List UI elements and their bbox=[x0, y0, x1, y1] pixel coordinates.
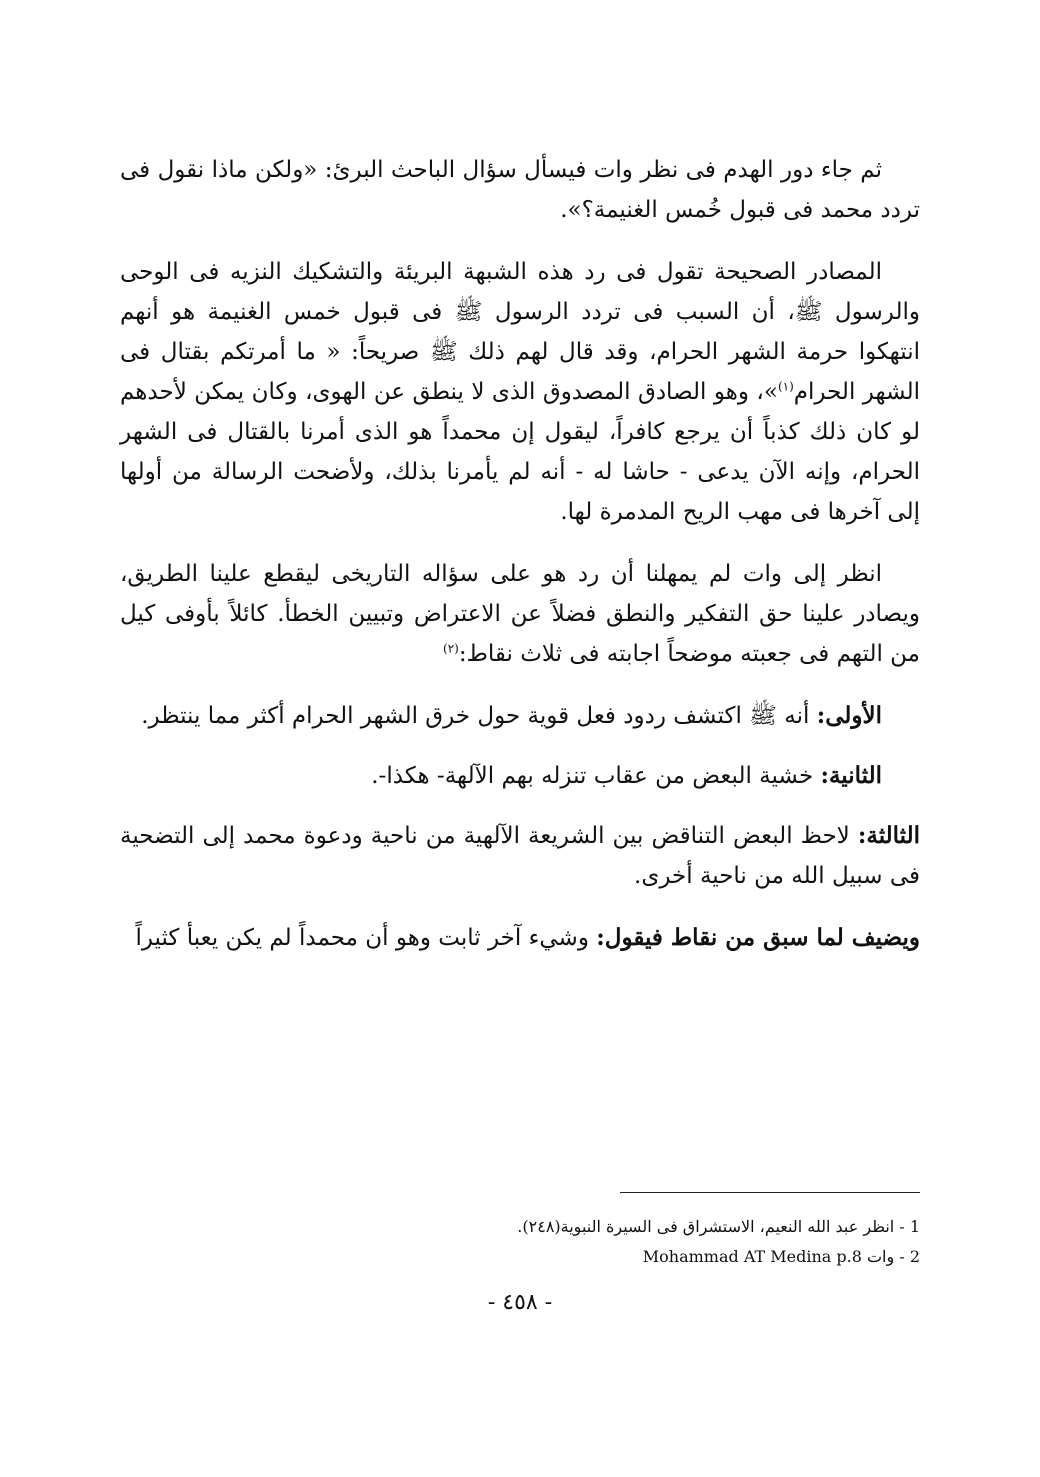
footnote-2 bbox=[120, 1242, 920, 1272]
paragraph-2-part-a: المصادر الصحيحة تقول فى رد هذه الشبهة البريئة والتشكيك النزيه فى الوحى والرسول ﷺ، أن السبب فى تردد الرسول ﷺ فى قبول خمس الغنيمة هو أنهم انتهكوا حرمة الشهر الحرام، وقد قال لهم ذلك ﷺ صريحاً: « ما أمرتكم بقتال فى الشهر الحرام bbox=[120, 259, 920, 405]
point-2-text: خشية البعض من عقاب تنزله بهم الآلهة- هكذا-. bbox=[371, 763, 821, 789]
paragraph-3-text: انظر إلى وات لم يمهلنا أن رد هو على سؤاله التاريخى ليقطع علينا الطريق، ويصادر علينا حق التفكير والنطق فضلاً عن الاعتراض وتبيين الخطأ. كائلاً بأوفى كيل من التهم فى جعبته موضحاً اجابته فى ثلاث نقاط: bbox=[120, 561, 920, 667]
point-1-label: الأولى: bbox=[816, 702, 882, 729]
footnote-2-latin: Mohammad AT Medina p.8 bbox=[642, 1247, 862, 1266]
paragraph-4 bbox=[120, 918, 920, 958]
paragraph-2-part-b: »، وهو الصادق المصدوق الذى لا ينطق عن الهوى، وكان يمكن لأحدهم لو كان ذلك كذباً أن يرجع كافراً، ليقول إن محمداً هو الذى أمرنا بالقتال فى الشهر الحرام، وإنه الآن يدعى - حاشا له - أنه لم يأمرنا بذلك، ولأضحت الرسالة من أولها إلى آخرها فى مهب الريح المدمرة لها. bbox=[120, 379, 920, 525]
paragraph-4-text: وشيء آخر ثابت وهو أن محمداً لم يكن يعبأ كثيراً bbox=[135, 925, 597, 951]
point-1-text: أنه ﷺ اكتشف ردود فعل قوية حول خرق الشهر الحرام أكثر مما ينتظر. bbox=[141, 703, 817, 729]
point-3-label: الثالثة: bbox=[857, 822, 920, 849]
point-3 bbox=[120, 816, 920, 896]
footnotes bbox=[120, 1212, 920, 1272]
paragraph-2 bbox=[120, 252, 920, 532]
point-3-text: لاحظ البعض التناقض بين الشريعة الآلهية من ناحية ودعوة محمد إلى التضحية فى سبيل الله من ناحية أخرى. bbox=[120, 823, 920, 889]
page-number: - ٤٥٨ - bbox=[487, 1290, 553, 1315]
footnote-ref-1: (١) bbox=[777, 379, 794, 394]
main-text bbox=[120, 150, 920, 958]
footnote-2-prefix: 2 - وات bbox=[861, 1247, 920, 1266]
footnote-ref-2: (٢) bbox=[443, 641, 459, 656]
paragraph-1: ثم جاء دور الهدم فى نظر وات فيسأل سؤال الباحث البرئ: «ولكن ماذا نقول فى تردد محمد فى قبول خُمس الغنيمة؟». bbox=[120, 157, 920, 223]
point-2 bbox=[120, 756, 920, 796]
footnote-divider bbox=[620, 1192, 920, 1193]
point-1 bbox=[120, 696, 920, 736]
point-2-label: الثانية: bbox=[820, 762, 882, 789]
paragraph-3 bbox=[120, 554, 920, 674]
paragraph-4-label: ويضيف لما سبق من نقاط فيقول: bbox=[596, 924, 920, 951]
footnote-1: 1 - انظر عبد الله النعيم، الاستشراق فى السيرة النبوية(٢٤٨). bbox=[517, 1217, 920, 1236]
